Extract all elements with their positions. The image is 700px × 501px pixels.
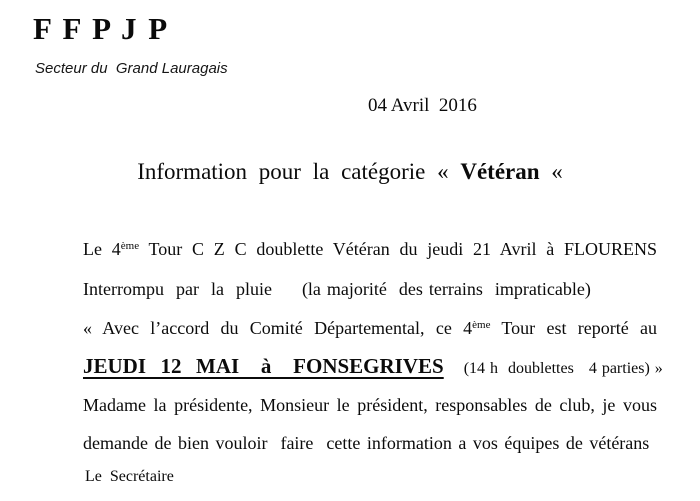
body-line-6: demande de bien vouloir faire cette information a vos équipes de vétérans xyxy=(83,433,650,453)
signature-line: Le Secrétaire xyxy=(85,468,174,485)
ordinal-superscript: ème xyxy=(472,319,491,331)
title-closing-quote: « xyxy=(539,159,563,184)
rescheduled-date-highlight: JEUDI 12 MAI à FONSEGRIVES xyxy=(83,354,444,378)
body-line-2: Interrompu par la pluie (la majorité des terrains impraticable) xyxy=(83,279,591,299)
body-line-1-rest: Tour C Z C doublette Vétéran du jeudi 21 Avril à FLOURENS xyxy=(139,239,658,259)
document-title xyxy=(0,159,700,185)
body-line-5: Madame la présidente, Monsieur le président, responsables de club, je vous xyxy=(83,395,657,415)
title-emphasis: Vétéran xyxy=(460,159,540,184)
body-line-4 xyxy=(83,354,663,378)
match-format-note: (14 h doublettes 4 parties) » xyxy=(443,360,663,377)
title-text: Information pour la catégorie « xyxy=(137,159,461,184)
org-acronym: F F P J P xyxy=(33,11,170,46)
body-line-1 xyxy=(83,239,657,260)
org-sector-subtitle: Secteur du Grand Lauragais xyxy=(35,60,228,77)
body-line-1-start: Le 4 xyxy=(83,239,121,259)
date-line: 04 Avril 2016 xyxy=(368,95,477,116)
body-line-3 xyxy=(83,318,657,339)
body-line-3-start: « Avec l’accord du Comité Départemental, ce 4 xyxy=(83,318,473,338)
ordinal-superscript: ème xyxy=(120,240,140,252)
body-line-3-rest: Tour est reporté au xyxy=(490,318,658,338)
